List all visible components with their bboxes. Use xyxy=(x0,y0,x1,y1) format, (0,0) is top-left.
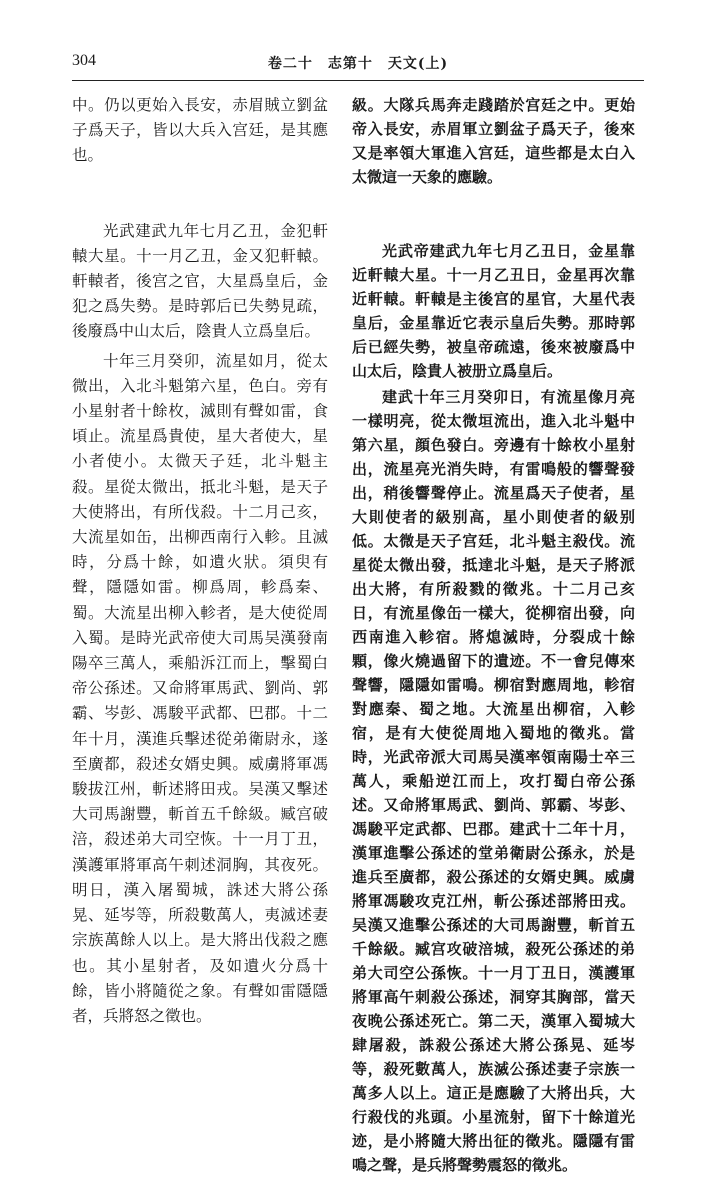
translation-paragraph: 級。大隊兵馬奔走踐踏於宫廷之中。更始帝入長安，赤眉軍立劉盆子爲天子，後來又是率領大軍進入宫廷，這些都是太白入太微這一天象的應驗。 xyxy=(352,96,635,186)
translation-paragraph: 光武帝建武九年七月乙丑日，金星靠近軒轅大星。十一月乙丑日，金星再次靠近軒轅。軒轅是主後宫的星官，大星代表皇后，金星靠近它表示皇后失勢。那時郭后已經失勢，被皇帝疏遠，後來被廢爲中山太后，陰貴人被册立爲皇后。 xyxy=(352,242,635,380)
page-number: 304 xyxy=(72,52,96,69)
classical-paragraph: 中。仍以更始入長安，赤眉賊立劉盆子爲天子，皆以大兵入宫廷，是其應也。 xyxy=(72,96,328,165)
classical-text-column xyxy=(72,93,328,1029)
section-gap xyxy=(72,169,328,219)
translation-paragraph: 建武十年三月癸卯日，有流星像月亮一樣明亮，從太微垣流出，進入北斗魁中第六星，顔色發白。旁邊有十餘枚小星射出，流星亮光消失時，有雷鳴般的響聲發出，稍後響聲停止。流星爲天子使者，星大則使者的級别高，星小則使者的級别低。太微是天子宫廷，北斗魁主殺伐。流星從太微出發，抵達北斗魁，是天子將派出大將，有所殺戮的徵兆。十二月己亥日，有流星像缶一樣大，從柳宿出發，向西南進入軫宿。將熄滅時，分裂成十餘顆，像火燒過留下的遺迹。不一會兒傳來聲響，隱隱如雷鳴。柳宿對應周地，軫宿對應秦、蜀之地。大流星出柳宿，入軫宿，是有大使從周地入蜀地的徵兆。當時，光武帝派大司馬吴漢率領南陽士卒三萬人，乘船逆江而上，攻打蜀白帝公孫述。又命將軍馬武、劉尚、郭霸、岑彭、馮駿平定武都、巴郡。建武十二年十月，漢軍進擊公孫述的堂弟衛尉公孫永，於是進兵至廣都，殺公孫述的女婿史興。威虜將軍馮駿攻克江州，斬公孫述部將田戎。吴漢又進擊公孫述的大司馬謝豐，斬首五千餘級。臧宫攻破涪城，殺死公孫述的弟弟大司空公孫恢。十一月丁丑日，漢護軍將軍高午刺殺公孫述，洞穿其胸部，當天夜晚公孫述死亡。第二天，漢軍入蜀城大肆屠殺，誅殺公孫述大將公孫晃、延岑等，殺死數萬人，族滅公孫述妻子宗族一萬多人以上。這正是應驗了大將出兵，大行殺伐的兆頭。小星流射，留下十餘道光迹，是小將隨大將出征的徵兆。隱隱有雷鳴之聲，是兵將聲勢震怒的徵兆。 xyxy=(352,388,635,1174)
translation-column xyxy=(352,93,635,1177)
classical-paragraph: 光武建武九年七月乙丑，金犯軒轅大星。十一月乙丑，金又犯軒轅。軒轅者，後宫之官，大星爲皇后，金犯之爲失勢。是時郭后已失勢見疏，後廢爲中山太后，陰貴人立爲皇后。 xyxy=(72,221,328,341)
classical-paragraph: 十年三月癸卯，流星如月，從太微出，入北斗魁第六星，色白。旁有小星射者十餘枚，滅則有聲如雷，食頃止。流星爲貴使，星大者使大，星小者使小。太微天子廷，北斗魁主殺。星從太微出，抵北斗魁，是天子大使將出，有所伐殺。十二月己亥，大流星如缶，出柳西南行入軫。且滅時，分爲十餘，如遺火狀。須臾有聲，隱隱如雷。柳爲周，軫爲秦、蜀。大流星出柳入軫者，是大使從周入蜀。是時光武帝使大司馬吴漢發南陽卒三萬人，乘船泝江而上，擊蜀白帝公孫述。又命將軍馬武、劉尚、郭霸、岑彭、馮駿平武都、巴郡。十二年十月，漢進兵擊述從弟衛尉永，遂至廣都，殺述女婿史興。威虜將軍馮駿拔江州，斬述將田戎。吴漢又擊述大司馬謝豐，斬首五千餘級。臧宫破涪，殺述弟大司空恢。十一月丁丑，漢護軍將軍高午刺述洞胸，其夜死。明日，漢入屠蜀城，誅述大將公孫晃、延岑等，所殺數萬人，夷滅述妻宗族萬餘人以上。是大將出伐殺之應也。其小星射者，及如遺火分爲十餘，皆小將隨從之象。有聲如雷隱隱者，兵將怒之徵也。 xyxy=(72,351,328,1025)
running-title: 卷二十 志第十 天文(上) xyxy=(267,56,449,72)
page-header xyxy=(72,52,644,76)
header-rule xyxy=(72,80,644,81)
section-gap xyxy=(352,189,635,239)
